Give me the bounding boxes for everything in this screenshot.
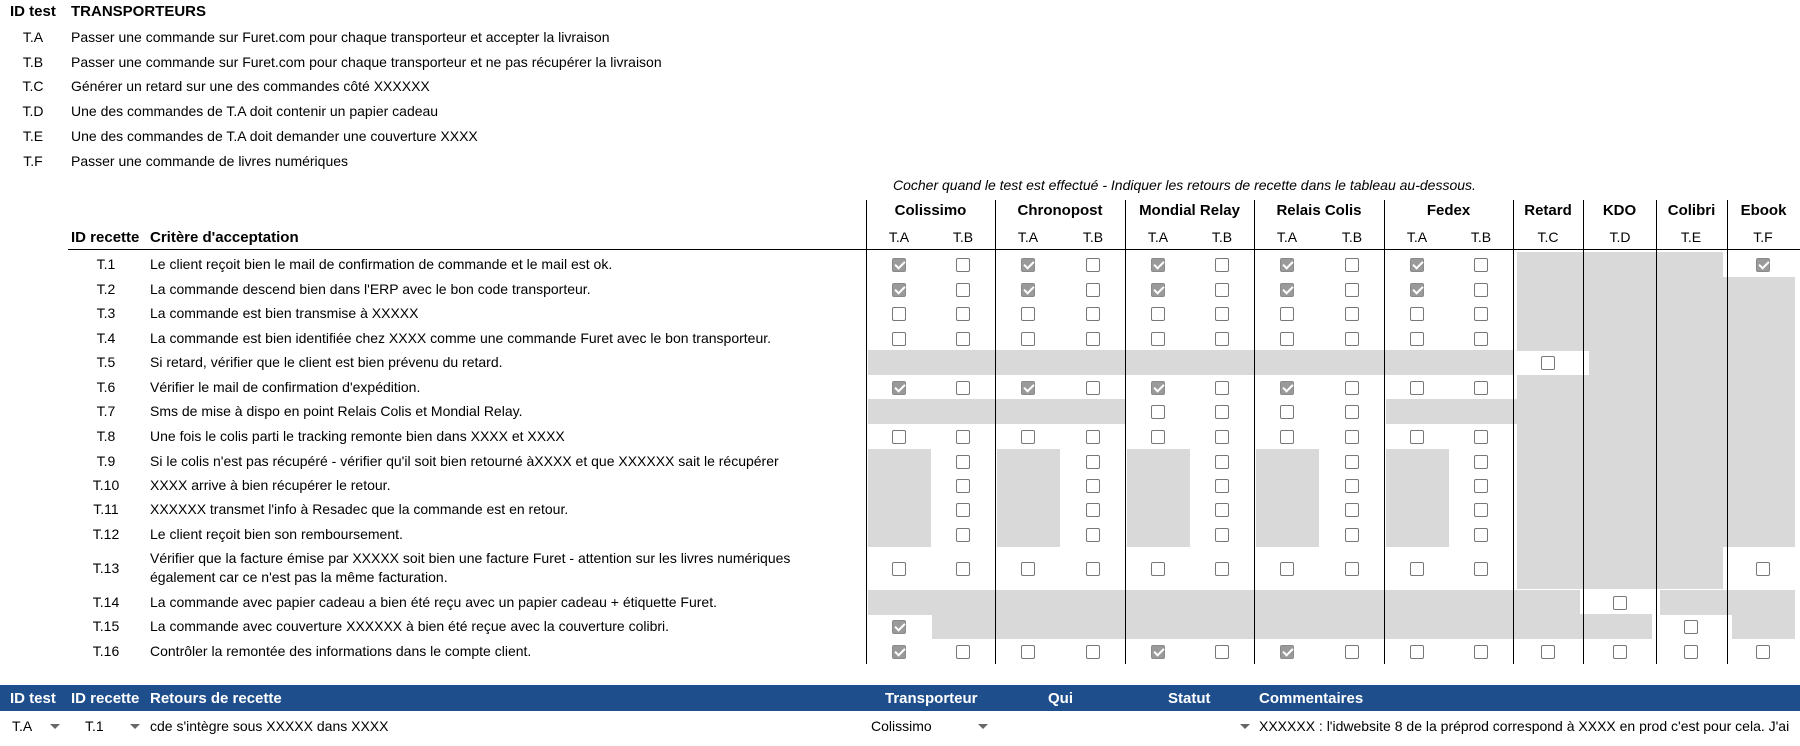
group-header: Retard [1524, 202, 1572, 219]
test-description: Une des commandes de T.A doit demander une couverture XXXX [71, 127, 478, 144]
unavailable-cell [1127, 497, 1191, 522]
fb-cell-id-test[interactable]: T.A [12, 718, 33, 734]
unavailable-cell [1589, 350, 1796, 375]
checkbox[interactable] [1215, 405, 1229, 419]
checkbox[interactable] [1474, 258, 1488, 272]
checked-checkbox[interactable] [1756, 258, 1770, 272]
column-header: T.A [1276, 229, 1298, 245]
row-id: T.4 [96, 330, 116, 346]
dropdown-arrow-icon[interactable] [130, 724, 140, 729]
checked-checkbox[interactable] [1280, 381, 1294, 395]
checkbox[interactable] [1474, 528, 1488, 542]
criteria-text: Une fois le colis parti le tracking remonte bien dans XXXX et XXXX [150, 428, 565, 444]
criteria-text: Contrôler la remontée des informations dans le compte client. [150, 643, 532, 659]
checkbox[interactable] [1410, 645, 1424, 659]
unavailable-cell [1127, 449, 1191, 474]
test-id: T.F [23, 152, 43, 169]
checkbox[interactable] [956, 645, 970, 659]
criteria-text: XXXXXX transmet l'info à Resadec que la commande est en retour. [150, 501, 569, 517]
unavailable-cell [1517, 252, 1724, 277]
checkbox[interactable] [1410, 307, 1424, 321]
checkbox[interactable] [1474, 283, 1488, 297]
test-description: Passer une commande sur Furet.com pour chaque transporteur et ne pas récupérer la livraison [71, 53, 662, 70]
column-header: T.A [888, 229, 910, 245]
checkbox[interactable] [1151, 430, 1165, 444]
row-id: T.1 [96, 256, 116, 272]
criteria-text: La commande est bien identifiée chez XXXX comme une commande Furet avec le bon transporteur. [150, 330, 772, 346]
fb-cell-id-recette[interactable]: T.1 [85, 718, 104, 734]
column-header: T.A [1406, 229, 1428, 245]
unavailable-cell [1386, 522, 1450, 547]
test-description: Générer un retard sur une des commandes côté XXXXXX [71, 78, 430, 95]
checkbox[interactable] [1021, 562, 1035, 576]
checkbox[interactable] [1086, 455, 1100, 469]
grid-id-header: ID recette [71, 229, 140, 246]
test-id: T.C [22, 78, 44, 95]
checkbox[interactable] [1215, 455, 1229, 469]
checkbox[interactable] [1280, 332, 1294, 346]
feedback-header-bar [0, 685, 1800, 711]
checkbox[interactable] [956, 479, 970, 493]
checked-checkbox[interactable] [1021, 381, 1035, 395]
column-header: T.B [1470, 229, 1492, 245]
checkbox[interactable] [956, 283, 970, 297]
fb-cell-transporteur[interactable]: Colissimo [871, 718, 932, 734]
checkbox[interactable] [1410, 562, 1424, 576]
checkbox[interactable] [1474, 455, 1488, 469]
checkbox[interactable] [956, 528, 970, 542]
unavailable-cell [868, 399, 1126, 424]
checkbox[interactable] [1086, 430, 1100, 444]
checked-checkbox[interactable] [1021, 258, 1035, 272]
checkbox[interactable] [1215, 258, 1229, 272]
checkbox[interactable] [956, 455, 970, 469]
checkbox[interactable] [1086, 283, 1100, 297]
checkbox[interactable] [1474, 479, 1488, 493]
checkbox[interactable] [1474, 307, 1488, 321]
row-id: T.8 [96, 428, 116, 444]
row-id: T.9 [96, 453, 116, 469]
group-header: KDO [1602, 202, 1637, 219]
column-separator [1727, 200, 1728, 664]
checkbox[interactable] [956, 381, 970, 395]
checked-checkbox[interactable] [1021, 283, 1035, 297]
test-id: T.D [22, 103, 44, 120]
checked-checkbox[interactable] [1151, 283, 1165, 297]
dropdown-arrow-icon[interactable] [50, 724, 60, 729]
criteria-text: Le client reçoit bien son remboursement. [150, 526, 403, 542]
checkbox[interactable] [1541, 356, 1555, 370]
checked-checkbox[interactable] [1280, 258, 1294, 272]
checkbox[interactable] [1410, 332, 1424, 346]
checkbox[interactable] [1345, 455, 1359, 469]
checkbox[interactable] [1345, 562, 1359, 576]
column-header: T.B [1211, 229, 1233, 245]
column-header: T.A [1017, 229, 1039, 245]
test-description: Passer une commande sur Furet.com pour chaque transporteur et accepter la livraison [71, 29, 610, 45]
checkbox[interactable] [1021, 332, 1035, 346]
criteria-text: Si retard, vérifier que le client est bien prévenu du retard. [150, 354, 503, 370]
unavailable-cell [1256, 522, 1320, 547]
unavailable-cell [868, 473, 932, 498]
row-id: T.6 [96, 379, 116, 395]
checkbox[interactable] [1345, 430, 1359, 444]
checkbox[interactable] [1410, 430, 1424, 444]
test-description: Une des commandes de T.A doit contenir un papier cadeau [71, 103, 439, 120]
test-description: Passer une commande de livres numériques [71, 152, 349, 169]
criteria-text: La commande descend bien dans l'ERP avec le bon code transporteur. [150, 281, 591, 297]
checkbox[interactable] [1280, 430, 1294, 444]
tests-title: TRANSPORTEURS [71, 3, 207, 20]
checkbox[interactable] [956, 332, 970, 346]
checkbox[interactable] [956, 430, 970, 444]
checkbox[interactable] [1474, 562, 1488, 576]
checked-checkbox[interactable] [1280, 645, 1294, 659]
fb-header-id-test: ID test [10, 690, 56, 707]
column-separator [1583, 200, 1584, 664]
fb-cell-retour[interactable]: cde s'intègre sous XXXXX dans XXXX [150, 718, 389, 734]
checkbox[interactable] [1345, 503, 1359, 517]
checkbox[interactable] [1086, 258, 1100, 272]
column-header: T.B [952, 229, 974, 245]
fb-header-commentaires: Commentaires [1259, 690, 1364, 707]
checkbox[interactable] [1280, 405, 1294, 419]
checkbox[interactable] [1410, 381, 1424, 395]
unavailable-cell [868, 522, 932, 547]
row-id: T.2 [96, 281, 116, 297]
criteria-text: La commande avec papier cadeau a bien été reçu avec un papier cadeau + étiquette Furet. [150, 594, 717, 610]
instruction-text: Cocher quand le test est effectué - Indiquer les retours de recette dans le tableau au-dessous. [893, 177, 1476, 193]
unavailable-cell [1386, 473, 1450, 498]
checkbox[interactable] [1474, 503, 1488, 517]
fb-cell-commentaire[interactable]: XXXXXX : l'idwebsite 8 de la préprod correspond à XXXX en prod c'est pour cela. J'ai [1259, 718, 1790, 734]
column-separator [1125, 200, 1126, 664]
checkbox[interactable] [1345, 381, 1359, 395]
checkbox[interactable] [1345, 283, 1359, 297]
group-header: Fedex [1426, 202, 1471, 219]
unavailable-cell [1386, 399, 1796, 424]
checkbox[interactable] [1086, 528, 1100, 542]
group-header: Relais Colis [1276, 202, 1362, 219]
checked-checkbox[interactable] [892, 258, 906, 272]
row-id: T.10 [92, 477, 120, 493]
checkbox[interactable] [1151, 562, 1165, 576]
column-separator [1656, 200, 1657, 664]
checkbox[interactable] [1474, 645, 1488, 659]
checkbox[interactable] [956, 307, 970, 321]
row-id: T.16 [92, 643, 120, 659]
checkbox[interactable] [1345, 528, 1359, 542]
checkbox[interactable] [956, 258, 970, 272]
checkbox[interactable] [892, 307, 906, 321]
checkbox[interactable] [1541, 645, 1555, 659]
checkbox[interactable] [1756, 562, 1770, 576]
checkbox[interactable] [1345, 405, 1359, 419]
checkbox[interactable] [1215, 283, 1229, 297]
column-header: T.B [1341, 229, 1363, 245]
checkbox[interactable] [1215, 332, 1229, 346]
row-id: T.3 [96, 305, 116, 321]
unavailable-cell [868, 350, 1514, 375]
checkbox[interactable] [1215, 528, 1229, 542]
criteria-text: Si le colis n'est pas récupéré - vérifier qu'il soit bien retourné àXXXX et que XXXXXX sait le récupérer [150, 453, 779, 469]
checked-checkbox[interactable] [892, 645, 906, 659]
checkbox[interactable] [1215, 645, 1229, 659]
checkbox[interactable] [1021, 645, 1035, 659]
checkbox[interactable] [1151, 332, 1165, 346]
checked-checkbox[interactable] [1280, 283, 1294, 297]
checkbox[interactable] [1684, 645, 1698, 659]
checkbox[interactable] [1021, 307, 1035, 321]
checkbox[interactable] [1474, 430, 1488, 444]
checked-checkbox[interactable] [1151, 645, 1165, 659]
checkbox[interactable] [1613, 596, 1627, 610]
checkbox[interactable] [1613, 645, 1627, 659]
header-underline [68, 249, 1800, 250]
unavailable-cell [1256, 497, 1320, 522]
tests-id-header: ID test [10, 3, 56, 20]
fb-header-transporteur: Transporteur [885, 690, 978, 707]
column-separator [866, 200, 867, 664]
checkbox[interactable] [1280, 562, 1294, 576]
checkbox[interactable] [1086, 479, 1100, 493]
checkbox[interactable] [956, 503, 970, 517]
checkbox[interactable] [1345, 307, 1359, 321]
dropdown-arrow-icon[interactable] [978, 724, 988, 729]
row-id: T.11 [93, 501, 119, 517]
dropdown-arrow-icon[interactable] [1240, 724, 1250, 729]
criteria-text: La commande est bien transmise à XXXXX [150, 305, 419, 321]
column-separator [1513, 200, 1514, 664]
group-header: Ebook [1740, 202, 1787, 219]
checkbox[interactable] [1345, 479, 1359, 493]
row-id: T.12 [92, 526, 120, 542]
checkbox[interactable] [1756, 645, 1770, 659]
unavailable-cell [868, 497, 932, 522]
checkbox[interactable] [1215, 562, 1229, 576]
checked-checkbox[interactable] [1410, 283, 1424, 297]
criteria-text: Vérifier que la facture émise par XXXXX soit bien une facture Furet - attention sur les livres numériques [150, 550, 791, 566]
unavailable-cell [868, 449, 932, 474]
checkbox[interactable] [1474, 332, 1488, 346]
row-id: T.14 [92, 594, 120, 610]
group-header: Colibri [1667, 202, 1716, 219]
fb-header-qui: Qui [1048, 690, 1073, 707]
checkbox[interactable] [892, 332, 906, 346]
checkbox[interactable] [1345, 332, 1359, 346]
fb-header-id-recette: ID recette [71, 690, 140, 707]
checkbox[interactable] [1215, 307, 1229, 321]
row-id: T.7 [96, 403, 116, 419]
fb-header-retours: Retours de recette [150, 690, 282, 707]
checked-checkbox[interactable] [1410, 258, 1424, 272]
criteria-text: Le client reçoit bien le mail de confirmation de commande et le mail est ok. [150, 256, 613, 272]
unavailable-cell [997, 473, 1061, 498]
test-id: T.A [22, 29, 44, 45]
checkbox[interactable] [1345, 645, 1359, 659]
checkbox[interactable] [1151, 405, 1165, 419]
checked-checkbox[interactable] [892, 381, 906, 395]
column-header: T.B [1082, 229, 1104, 245]
checked-checkbox[interactable] [1151, 381, 1165, 395]
checkbox[interactable] [1215, 479, 1229, 493]
checkbox[interactable] [892, 430, 906, 444]
criteria-text-continued: également car ce n'est pas la même facturation. [150, 569, 448, 585]
checkbox[interactable] [956, 562, 970, 576]
checkbox[interactable] [892, 562, 906, 576]
unavailable-cell [1517, 547, 1724, 589]
column-header: T.E [1680, 229, 1702, 245]
checkbox[interactable] [1086, 332, 1100, 346]
checkbox[interactable] [1151, 307, 1165, 321]
criteria-text: Vérifier le mail de confirmation d'expédition. [150, 379, 421, 395]
unavailable-cell [1256, 449, 1320, 474]
checkbox[interactable] [1086, 307, 1100, 321]
row-id: T.13 [92, 559, 120, 576]
criteria-text: La commande avec couverture XXXXXX à bien été reçue avec la couverture colibri. [150, 618, 670, 634]
unavailable-cell [1127, 522, 1191, 547]
checkbox[interactable] [1280, 307, 1294, 321]
group-header: Mondial Relay [1139, 202, 1240, 219]
checkbox[interactable] [1086, 645, 1100, 659]
checkbox[interactable] [1215, 430, 1229, 444]
checkbox[interactable] [1474, 381, 1488, 395]
checkbox[interactable] [1086, 562, 1100, 576]
unavailable-cell [1256, 473, 1320, 498]
checkbox[interactable] [1215, 381, 1229, 395]
checkbox[interactable] [1086, 503, 1100, 517]
unavailable-cell [1386, 497, 1450, 522]
checked-checkbox[interactable] [1151, 258, 1165, 272]
checked-checkbox[interactable] [892, 620, 906, 634]
group-header: Chronopost [1017, 202, 1103, 219]
criteria-text: XXXX arrive à bien récupérer le retour. [150, 477, 391, 493]
test-id: T.E [22, 127, 44, 144]
unavailable-cell [868, 590, 1581, 615]
column-separator [1254, 200, 1255, 664]
unavailable-cell [997, 449, 1061, 474]
unavailable-cell [997, 522, 1061, 547]
unavailable-cell [1732, 614, 1796, 639]
checkbox[interactable] [1021, 430, 1035, 444]
group-header: Colissimo [894, 202, 967, 219]
checked-checkbox[interactable] [892, 283, 906, 297]
unavailable-cell [932, 614, 1653, 639]
unavailable-cell [1127, 473, 1191, 498]
row-id: T.15 [92, 618, 120, 634]
column-header: T.F [1753, 229, 1773, 245]
column-separator [1384, 200, 1385, 664]
checkbox[interactable] [1684, 620, 1698, 634]
fb-header-statut: Statut [1168, 690, 1211, 707]
grid-criteria-header: Critère d'acceptation [150, 229, 299, 246]
row-id: T.5 [96, 354, 116, 370]
checkbox[interactable] [1345, 258, 1359, 272]
checkbox[interactable] [1215, 503, 1229, 517]
checkbox[interactable] [1086, 381, 1100, 395]
column-header: T.D [1609, 229, 1631, 245]
test-id: T.B [22, 53, 44, 70]
column-header: T.C [1537, 229, 1559, 245]
unavailable-cell [1386, 449, 1450, 474]
unavailable-cell [997, 497, 1061, 522]
criteria-text: Sms de mise à dispo en point Relais Colis et Mondial Relay. [150, 403, 523, 419]
column-header: T.A [1147, 229, 1169, 245]
column-separator [995, 200, 996, 664]
